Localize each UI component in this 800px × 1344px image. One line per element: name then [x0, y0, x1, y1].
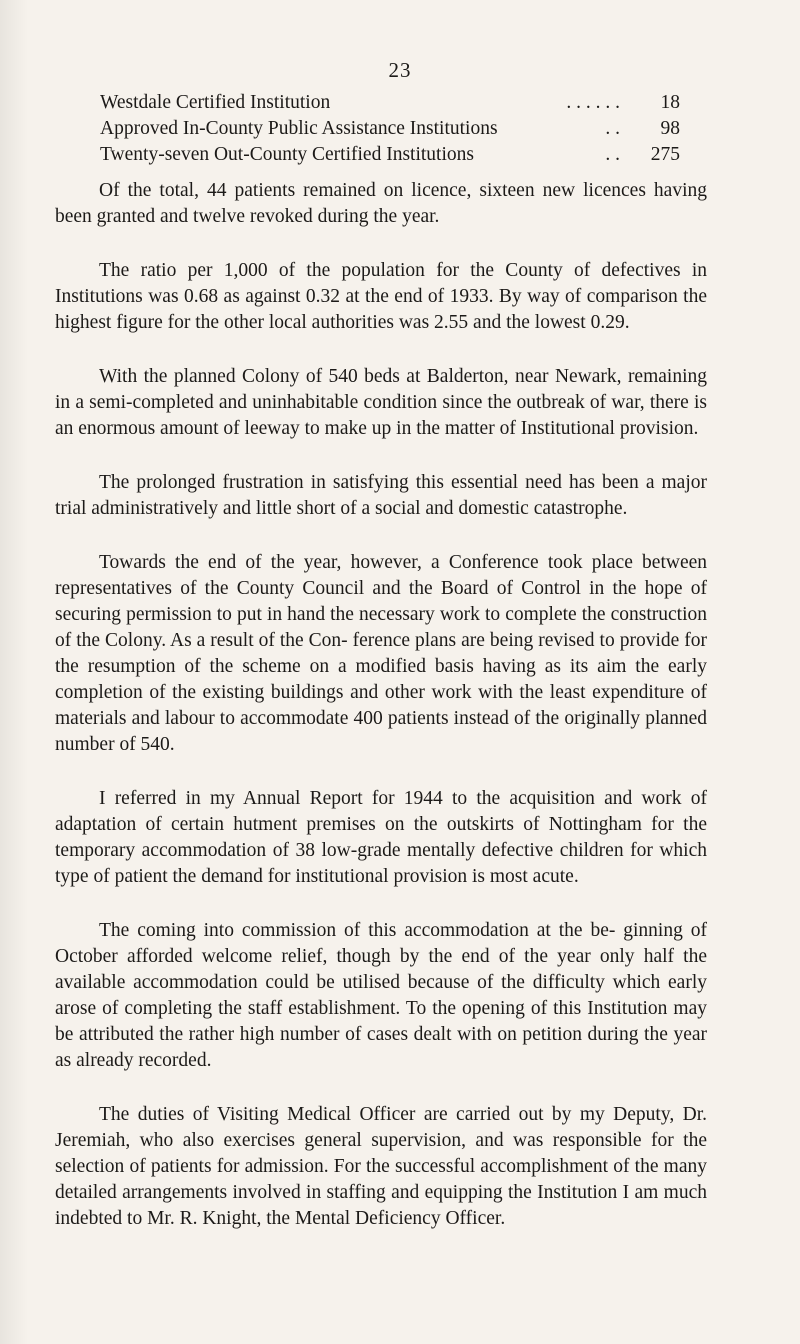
institution-name: Westdale Certified Institution: [100, 92, 331, 113]
institution-list: [100, 90, 680, 168]
list-item: [100, 142, 680, 168]
paragraph: I referred in my Annual Report for 1944 to the acquisition and work of adaptation of certain hutment premises on the outskirts of Nottingham for the temporary accommodation of 38 low-grade mentally defective children for which type of patient the demand for institutional provision is most acute.: [55, 788, 707, 887]
paragraph: Of the total, 44 patients remained on licence, sixteen new licences having been granted and twelve revoked during the year.: [55, 180, 707, 227]
dot-leader: . .: [605, 144, 620, 165]
dot-leader: . . . . . .: [566, 92, 620, 113]
list-item: [100, 90, 680, 116]
paragraph: The prolonged frustration in satisfying this essential need has been a major trial administratively and little short of a social and domestic catastrophe.: [55, 472, 707, 519]
paragraph: Towards the end of the year, however, a Conference took place between representatives of the County Council and the Board of Control in the hope of securing permission to put in hand the necessary work to complete the construction of the Colony. As a result of the Con- ference plans are being revised to provide for the resumption of the scheme on a modified basis having as its aim the early completion of the existing buildings and other work with the least expenditure of materials and labour to accommodate 400 patients instead of the originally planned number of 540.: [55, 552, 707, 755]
list-item: [100, 116, 680, 142]
page-number: 23: [388, 58, 412, 82]
institution-name: Twenty-seven Out-County Certified Institutions: [100, 144, 474, 165]
institution-count: 18: [660, 92, 680, 113]
paragraph: The ratio per 1,000 of the population for the County of defectives in Institutions was 0.68 as against 0.32 at the end of 1933. By way of comparison the highest figure for the other local authorities was 2.55 and the lowest 0.29.: [55, 260, 707, 333]
institution-name: Approved In-County Public Assistance Institutions: [100, 118, 498, 139]
institution-count: 98: [660, 118, 680, 139]
institution-count: 275: [650, 144, 680, 165]
dot-leader: . .: [605, 118, 620, 139]
paragraph: With the planned Colony of 540 beds at Balderton, near Newark, remaining in a semi-completed and uninhabitable condition since the outbreak of war, there is an enormous amount of leeway to make up in the matter of Institutional provision.: [55, 366, 707, 439]
body-text: [55, 178, 707, 1260]
paragraph: The coming into commission of this accommodation at the be- ginning of October afforded welcome relief, though by the end of the year only half the available accommodation could be utilised because of the difficulty which early arose of completing the staff establishment. To the opening of this Institution may be attributed the rather high number of cases dealt with on petition during the year as already recorded.: [55, 920, 707, 1071]
paragraph: The duties of Visiting Medical Officer are carried out by my Deputy, Dr. Jeremiah, who also exercises general supervision, and was responsible for the selection of patients for admission. For the successful accomplishment of the many detailed arrangements involved in staffing and equipping the Institution I am much indebted to Mr. R. Knight, the Mental Deficiency Officer.: [55, 1104, 707, 1229]
